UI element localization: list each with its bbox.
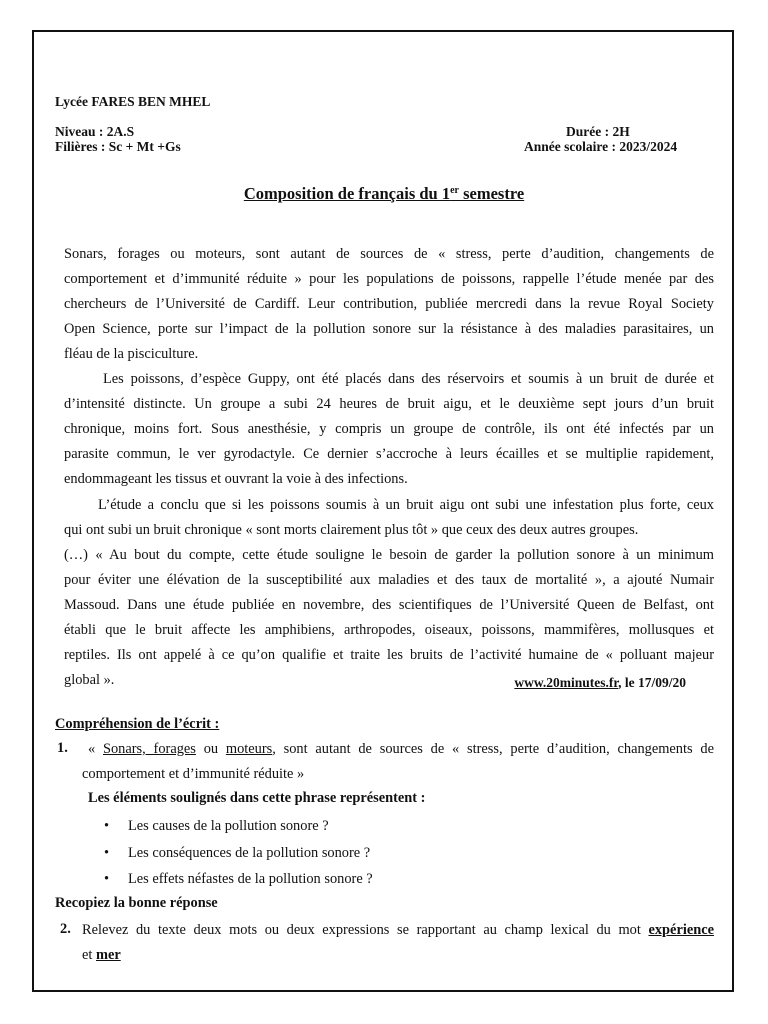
bullet-icon: • xyxy=(104,871,110,887)
bullet-icon: • xyxy=(104,818,110,834)
text-line: qui ont subi un bruit chronique « sont morts clairement plus tôt » que ceux des deux autres groupes. xyxy=(64,522,639,539)
section-heading: Compréhension de l’écrit : xyxy=(55,716,220,732)
word-mer: mer xyxy=(95,947,121,964)
bullet-icon: • xyxy=(104,845,110,861)
source-date: , le 17/09/20 xyxy=(618,675,686,690)
q1-conjunction: ou xyxy=(195,741,226,757)
text-line: parasite commun, le ver gyrodactyle. Ce dernier s’accroche à leurs écailles et se multiplie rapidement, xyxy=(64,446,714,463)
option-effets xyxy=(104,868,373,890)
text-line: chercheurs de l’Université de Cardiff. Leur contribution, publiée mercredi dans la revue Royal Society xyxy=(64,296,714,313)
title-main: Composition de français du 1 xyxy=(243,184,451,203)
text-line: pour éviter une élévation de la susceptibilité aux maladies et des taux de mortalité », a ajouté Numair xyxy=(64,572,714,589)
question-1 xyxy=(82,737,714,787)
text-line: global ». xyxy=(64,672,115,689)
text-line: d’intensité distincte. Un groupe a subi 24 heures de bruit aigu, et le deuxième sept jours d’un bruit xyxy=(64,396,714,413)
option-causes xyxy=(104,815,329,837)
paragraph-2 xyxy=(64,367,714,492)
title-end: semestre xyxy=(458,184,525,203)
text-line: Massoud. Dans une étude publiée en novembre, des scientifiques de l’Université Queen de Belfast, ont xyxy=(64,597,714,614)
source-link[interactable]: www.20minutes.fr xyxy=(514,675,619,690)
text-line: endommageant les tissus et ouvrant la voie à des infections. xyxy=(64,471,408,488)
q2-and: et xyxy=(82,947,96,964)
text-line: fléau de la pisciculture. xyxy=(64,346,199,363)
option-label: Les causes de la pollution sonore ? xyxy=(128,818,329,834)
option-consequences xyxy=(104,842,370,864)
option-label: Les conséquences de la pollution sonore ? xyxy=(128,845,371,861)
text-line: comportement et d’immunité réduite » pour les populations de poissons, rappelle l’étude menée par des xyxy=(64,271,714,288)
duree-label: Durée : 2H xyxy=(566,124,630,139)
underlined-sonars: Sonars, forages xyxy=(102,741,196,757)
question-2-line-2 xyxy=(82,943,714,968)
question-2-line-1 xyxy=(82,918,714,943)
text-line: chronique, moins fort. Sous anesthésie, y compris un groupe de contrôle, ils ont été infectés par un xyxy=(64,421,714,438)
text-line: Les poissons, d’espèce Guppy, ont été placés dans des réservoirs et soumis à un bruit de durée et xyxy=(103,371,714,387)
question-2 xyxy=(82,918,714,968)
paragraph-3 xyxy=(64,493,714,543)
page-title xyxy=(0,184,768,204)
text-line: Open Science, porte sur l’impact de la pollution sonore sur la résistance à des maladies parasitaires, un xyxy=(64,321,714,338)
option-label: Les effets néfastes de la pollution sonore ? xyxy=(128,871,373,887)
text-line: (…) « Au bout du compte, cette étude souligne le besoin de garder la pollution sonore à un minimum xyxy=(64,547,714,563)
question-2-number: 2. xyxy=(60,921,71,937)
q2-text: Relevez du texte deux mots ou deux expressions se rapportant au champ lexical du mot xyxy=(82,922,649,938)
school-name: Lycée FARES BEN MHEL xyxy=(55,94,211,109)
filieres-label: Filières : Sc + Mt +Gs xyxy=(55,139,181,154)
question-1-line-1 xyxy=(82,737,714,762)
niveau-label: Niveau : 2A.S xyxy=(55,124,135,139)
text-line: L’étude a conclu que si les poissons soumis à un bruit aigu ont subi une infestation plus forte, ceux xyxy=(98,497,714,513)
annee-label: Année scolaire : 2023/2024 xyxy=(524,139,678,154)
quote-open: « xyxy=(88,741,103,757)
q1-rest: , sont autant de sources de « stress, perte d’audition, changements de xyxy=(272,741,714,757)
text-line: établi que le bruit affecte les amphibiens, arthropodes, oiseaux, poissons, mammifères, mollusques et xyxy=(64,622,714,639)
question-1-number: 1. xyxy=(57,740,68,756)
title-superscript: er xyxy=(450,185,459,196)
paragraph-4 xyxy=(64,543,714,694)
word-experience: expérience xyxy=(648,922,714,938)
question-1-line-2: comportement et d’immunité réduite » xyxy=(82,766,305,783)
question-1-instruction: Les éléments soulignés dans cette phrase représentent : xyxy=(88,790,426,806)
paragraph-1 xyxy=(64,242,714,367)
underlined-moteurs: moteurs xyxy=(225,741,273,757)
recopy-instruction: Recopiez la bonne réponse xyxy=(55,895,218,911)
text-line: reptiles. Ils ont appelé à ce qu’on qualifie et traite les bruits de l’activité humaine de « polluant majeur xyxy=(64,647,714,664)
source-citation xyxy=(514,672,686,694)
text-line: Sonars, forages ou moteurs, sont autant de sources de « stress, perte d’audition, changements de xyxy=(64,246,714,262)
